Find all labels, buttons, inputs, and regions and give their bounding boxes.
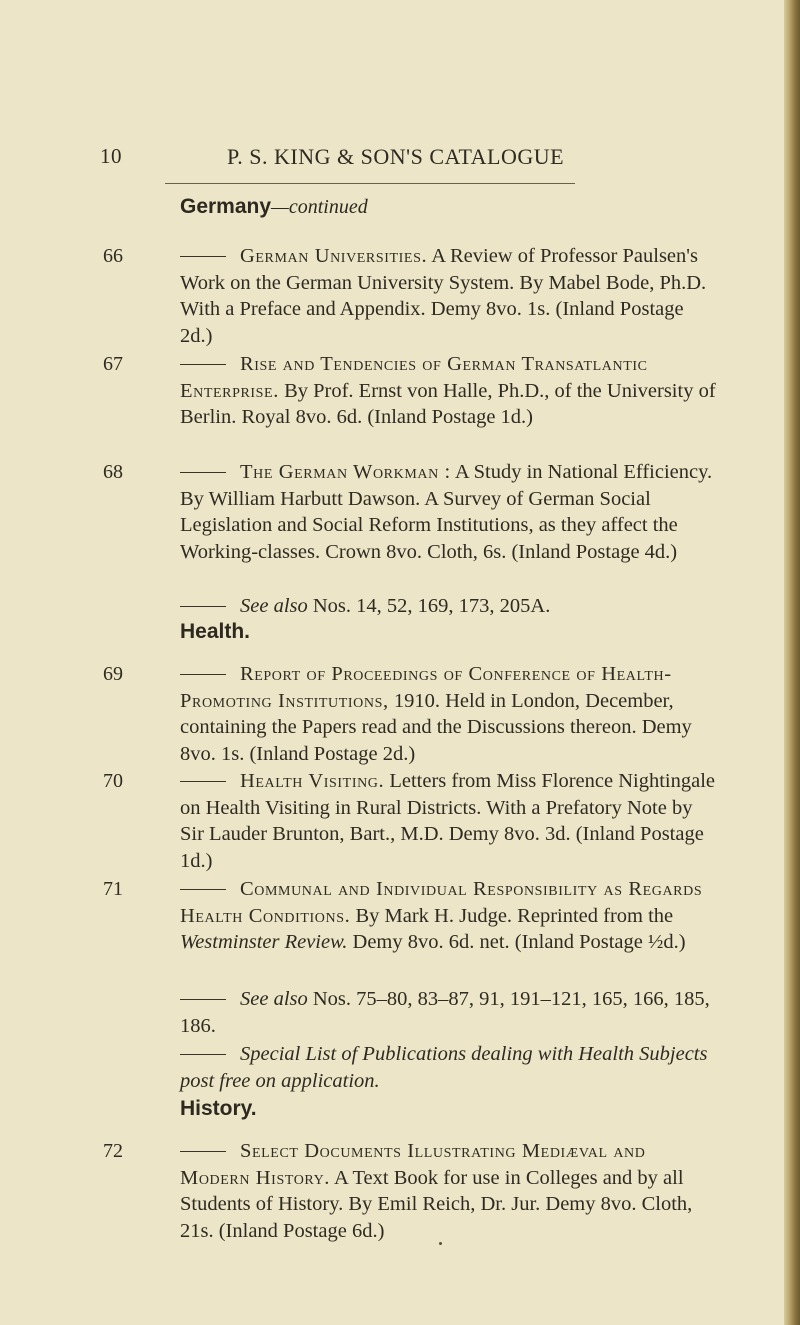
ink-speck [439, 1242, 442, 1245]
periodical-title: Westminster Review. [180, 931, 348, 953]
entry-title: The German Workman : [240, 461, 451, 483]
header-rule [165, 183, 575, 184]
entry-title: Communal and Individual Responsibility as Regards Health Conditions. [180, 878, 703, 927]
catalogue-entry [180, 876, 720, 956]
entry-number: 67 [103, 353, 123, 375]
ditto-dash [180, 472, 226, 473]
section-heading-germany: Germany—continued [180, 195, 368, 218]
entry-title: Report of Proceedings of Conference of Health-Promoting Institutions, [180, 663, 672, 712]
ditto-dash [180, 781, 226, 782]
see-also-line [180, 593, 720, 620]
continued-label: —continued [271, 196, 368, 218]
entry-title: Select Documents Illustrating Mediæval and Modern History. [180, 1140, 646, 1189]
entry-number: 70 [103, 770, 123, 792]
entry-description: A Review of Professor Paulsen's Work on the German University System. By Mabel Bode, Ph.D. With a Preface and Appendix. Demy 8vo. 1s. (Inland Postage 2d.) [180, 245, 707, 347]
ditto-dash [180, 606, 226, 607]
catalogue-entry [180, 1138, 720, 1244]
see-also-label: See also [240, 988, 308, 1010]
entry-description: A Text Book for use in Colleges and by all Students of History. By Emil Reich, Dr. Jur. Demy 8vo. Cloth, 21s. (Inland Postage 6d.) [180, 1166, 693, 1242]
ditto-dash [180, 256, 226, 257]
ditto-dash [180, 889, 226, 890]
entry-title: Health Visiting. [240, 770, 385, 792]
ditto-dash [180, 364, 226, 365]
special-list-note [180, 1041, 720, 1094]
ditto-dash [180, 1054, 226, 1055]
ditto-dash [180, 674, 226, 675]
page-title: P. S. KING & SON'S CATALOGUE [227, 144, 565, 169]
entry-description-tail: Demy 8vo. 6d. net. (Inland Postage ½d.) [347, 931, 686, 953]
page-number: 10 [100, 144, 122, 168]
catalogue-entry [180, 243, 720, 349]
catalogue-entry [180, 661, 720, 767]
entry-title: Rise and Tendencies of German Transatlantic Enterprise. [180, 353, 648, 402]
ditto-dash [180, 999, 226, 1000]
entry-number: 69 [103, 663, 123, 685]
special-list-text: Special List of Publications dealing with Health Subjects post free on application. [180, 1043, 708, 1092]
entry-number: 72 [103, 1140, 123, 1162]
entry-description: 1910. Held in London, December, containing the Papers read and the Discussions thereon. Demy 8vo. 1s. (Inland Postage 2d.) [180, 689, 692, 765]
entry-description: A Study in National Efficiency. By William Harbutt Dawson. A Survey of German Social Legislation and Social Reform Institutions, as they affect the Working-classes. Crown 8vo. Cloth, 6s. (Inland Postage 4d.) [180, 461, 713, 563]
catalogue-entry [180, 768, 720, 874]
see-also-refs: Nos. 75–80, 83–87, 91, 191–121, 165, 166, 185, 186. [180, 988, 710, 1037]
section-heading-health: Health. [180, 620, 251, 643]
entry-title: German Universities. [240, 245, 428, 267]
entry-description: By Prof. Ernst von Halle, Ph.D., of the University of Berlin. Royal 8vo. 6d. (Inland Postage 1d.) [180, 379, 716, 428]
see-also-label: See also [240, 595, 308, 617]
section-heading-history: History. [180, 1097, 257, 1120]
ditto-dash [180, 1151, 226, 1152]
see-also-refs: Nos. 14, 52, 169, 173, 205A. [312, 595, 551, 617]
entry-number: 68 [103, 461, 123, 483]
entry-description: Letters from Miss Florence Nightingale on Health Visiting in Rural Districts. With a Prefatory Note by Sir Lauder Brunton, Bart., M.D. Demy 8vo. 3d. (Inland Postage 1d.) [180, 770, 716, 872]
see-also-line [180, 986, 720, 1039]
page-edge [784, 0, 800, 1325]
catalogue-entry [180, 351, 720, 431]
entry-description: By Mark H. Judge. Reprinted from the [350, 904, 674, 927]
entry-number: 66 [103, 245, 123, 267]
entry-number: 71 [103, 878, 123, 900]
catalogue-entry [180, 459, 720, 565]
